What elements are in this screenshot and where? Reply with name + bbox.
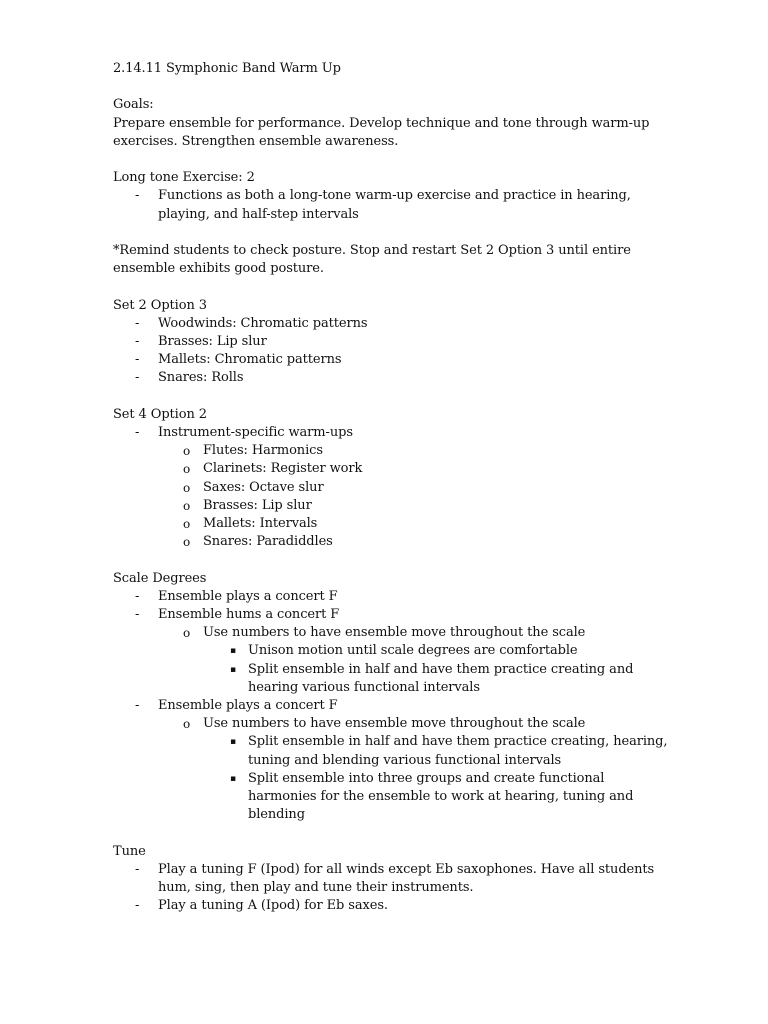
scale-bullet-3-sub: Use numbers to have ensemble move throughout the scale (203, 716, 586, 732)
set2-item-mallets: Mallets: Chromatic patterns (158, 352, 342, 368)
list-item (113, 351, 673, 369)
set4-item-mallets: Mallets: Intervals (203, 516, 318, 531)
list-item (113, 369, 673, 387)
dash-marker: - (135, 861, 140, 877)
goals-text-line-1: Prepare ensemble for performance. Develop technique and tone through warm-up (113, 115, 650, 131)
long-tone-bullet-line-2: playing, and half-step intervals (158, 206, 359, 222)
scale-bullet-3-subsub-2-line-2: harmonies for the ensemble to work at hearing, tuning and (248, 789, 634, 805)
list-item (113, 479, 673, 497)
dash-marker: - (135, 333, 140, 349)
set2-item-brasses: Brasses: Lip slur (158, 333, 267, 349)
list-item (113, 442, 673, 460)
circle-marker: o (183, 517, 191, 531)
dash-marker: - (135, 607, 140, 622)
list-item (113, 424, 673, 442)
square-marker: ▪ (230, 737, 236, 748)
list-item (113, 642, 673, 660)
dash-marker: - (135, 588, 140, 604)
dash-marker: - (135, 898, 140, 914)
list-item (113, 588, 673, 606)
long-tone-heading: Long tone Exercise: 2 (113, 170, 255, 186)
scale-bullet-1: Ensemble plays a concert F (158, 588, 338, 604)
set4-item-brasses: Brasses: Lip slur (203, 497, 312, 513)
list-item (113, 460, 673, 478)
circle-marker: o (183, 480, 191, 495)
list-item (113, 661, 673, 697)
dash-marker: - (135, 352, 140, 368)
scale-bullet-3-subsub-2-line-3: blending (248, 807, 305, 823)
tune-bullet-1-line-2: hum, sing, then play and tune their instruments. (158, 880, 474, 896)
scale-bullet-3-subsub-1-line-1: Split ensemble in half and have them practice creating, hearing, (248, 734, 668, 750)
list-item (113, 497, 673, 515)
list-item (113, 624, 673, 642)
set2-item-woodwinds: Woodwinds: Chromatic patterns (158, 315, 368, 331)
goals-heading: Goals: (113, 97, 154, 113)
scale-bullet-2-sub: Use numbers to have ensemble move throughout the scale (203, 625, 586, 641)
scale-bullet-2-subsub-1: Unison motion until scale degrees are comfortable (248, 643, 578, 659)
scale-bullet-3-subsub-1-line-2: tuning and blending various functional intervals (248, 752, 562, 768)
dash-marker: - (135, 370, 140, 386)
scale-bullet-3: Ensemble plays a concert F (158, 698, 338, 714)
dash-marker: - (135, 424, 140, 440)
list-item (113, 733, 673, 769)
set4-heading: Set 4 Option 2 (113, 406, 207, 422)
dash-marker: - (135, 698, 140, 714)
document-title: 2.14.11 Symphonic Band Warm Up (113, 61, 341, 76)
circle-marker: o (183, 498, 191, 513)
set4-bullet: Instrument-specific warm-ups (158, 424, 353, 440)
scale-bullet-3-subsub-2-line-1: Split ensemble into three groups and create functional (248, 770, 605, 786)
remind-line-1: *Remind students to check posture. Stop and restart Set 2 Option 3 until entire (113, 242, 631, 258)
set4-item-flutes: Flutes: Harmonics (203, 443, 323, 459)
scale-heading: Scale Degrees (113, 570, 207, 586)
list-item (113, 606, 673, 624)
dash-marker: - (135, 188, 140, 204)
set4-item-snares: Snares: Paradiddles (203, 534, 333, 550)
scale-bullet-2-subsub-2-line-1: Split ensemble in half and have them practice creating and (248, 661, 634, 677)
dash-marker: - (135, 315, 140, 331)
list-item (113, 697, 673, 715)
scale-bullet-2-subsub-2-line-2: hearing various functional intervals (248, 679, 480, 695)
square-marker: ▪ (230, 773, 236, 784)
document-body (113, 60, 673, 915)
square-marker: ▪ (230, 664, 236, 675)
square-marker: ▪ (230, 646, 236, 657)
set2-item-snares: Snares: Rolls (158, 370, 244, 386)
tune-bullet-2: Play a tuning A (Ipod) for Eb saxes. (158, 898, 388, 914)
list-item (113, 333, 673, 351)
set4-item-saxes: Saxes: Octave slur (203, 479, 324, 495)
set4-item-clarinets: Clarinets: Register work (203, 461, 363, 477)
list-item (113, 315, 673, 333)
list-item (113, 770, 673, 825)
list-item (113, 533, 673, 551)
circle-marker: o (183, 626, 191, 641)
circle-marker: o (183, 717, 191, 732)
long-tone-bullet (113, 187, 673, 223)
list-item (113, 515, 673, 533)
list-item (113, 861, 673, 897)
circle-marker: o (183, 535, 191, 550)
scale-bullet-2: Ensemble hums a concert F (158, 607, 340, 622)
set2-heading: Set 2 Option 3 (113, 297, 207, 313)
long-tone-bullet-line-1: Functions as both a long-tone warm-up exercise and practice in hearing, (158, 188, 631, 204)
tune-heading: Tune (113, 843, 146, 859)
tune-bullet-1-line-1: Play a tuning F (Ipod) for all winds except Eb saxophones. Have all students (158, 861, 655, 877)
list-item (113, 897, 673, 915)
goals-text-line-2: exercises. Strengthen ensemble awareness. (113, 133, 399, 149)
circle-marker: o (183, 444, 191, 459)
list-item (113, 715, 673, 733)
circle-marker: o (183, 462, 191, 477)
remind-line-2: ensemble exhibits good posture. (113, 261, 324, 277)
